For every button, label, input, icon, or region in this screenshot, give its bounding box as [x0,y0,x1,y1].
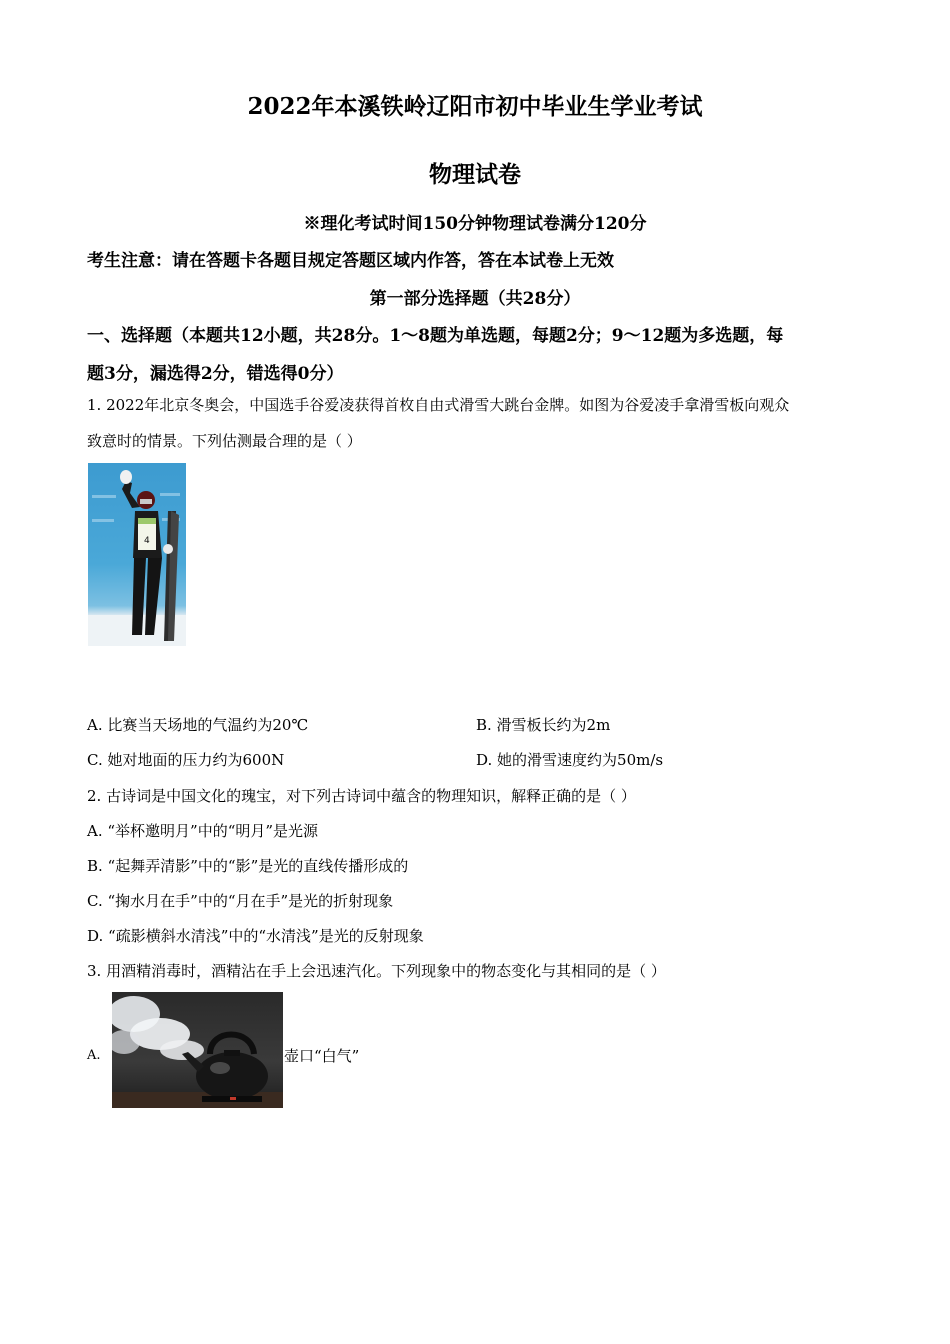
question-2-stem: 2. 古诗词是中国文化的瑰宝，对下列古诗词中蕴含的物理知识，解释正确的是（ ） [87,787,636,805]
section-instructions [87,317,867,393]
svg-text:4: 4 [144,536,150,546]
question-1-option-c: C. 她对地面的压力约为600N [87,751,285,769]
section-instructions-line1: 一、选择题（本题共12小题，共28分。1～8题为单选题，每题2分；9～12题为多选题，每 [87,326,784,346]
question-1-option-a: A. 比赛当天场地的气温约为20℃ [87,716,309,734]
question-1-stem-line2: 致意时的情景。下列估测最合理的是（ ） [87,432,362,450]
section-instructions-line2: 题3分，漏选得2分，错选得0分） [87,364,344,384]
skier-photo [88,463,186,646]
candidate-notice: 考生注意：请在答题卡各题目规定答题区域内作答，答在本试卷上无效 [87,251,614,271]
question-2-option-d: D. “疏影横斜水清浅”中的“水清浅”是光的反射现象 [87,927,424,945]
kettle-steam-photo [112,992,283,1108]
question-3-option-a-text: 壶口“白气” [284,1047,360,1065]
part-title: 第一部分选择题（共28分） [369,289,581,309]
exam-title: 2022年本溪铁岭辽阳市初中毕业生学业考试 [247,93,703,120]
question-3-stem: 3. 用酒精消毒时，酒精沾在手上会迅速汽化。下列现象中的物态变化与其相同的是（ ） [87,962,666,980]
question-2-option-b: B. “起舞弄清影”中的“影”是光的直线传播形成的 [87,857,409,875]
question-1-option-b: B. 滑雪板长约为2m [476,716,611,734]
question-1-option-d: D. 她的滑雪速度约为50m/s [476,751,664,769]
question-2-option-a: A. “举杯邀明月”中的“明月”是光源 [87,822,319,840]
question-2-option-c: C. “掬水月在手”中的“月在手”是光的折射现象 [87,892,394,910]
question-1-stem [87,387,867,459]
kettle-illustration [112,992,283,1108]
question-3-option-a-label: A. [87,1048,101,1063]
question-1-stem-line1: 1. 2022年北京冬奥会，中国选手谷爱凌获得首枚自由式滑雪大跳台金牌。如图为谷爱凌手拿滑雪板向观众 [87,396,790,414]
skier-illustration [88,463,186,646]
exam-info: ※理化考试时间150分钟物理试卷满分120分 [303,214,647,234]
subject-title: 物理试卷 [429,161,521,188]
